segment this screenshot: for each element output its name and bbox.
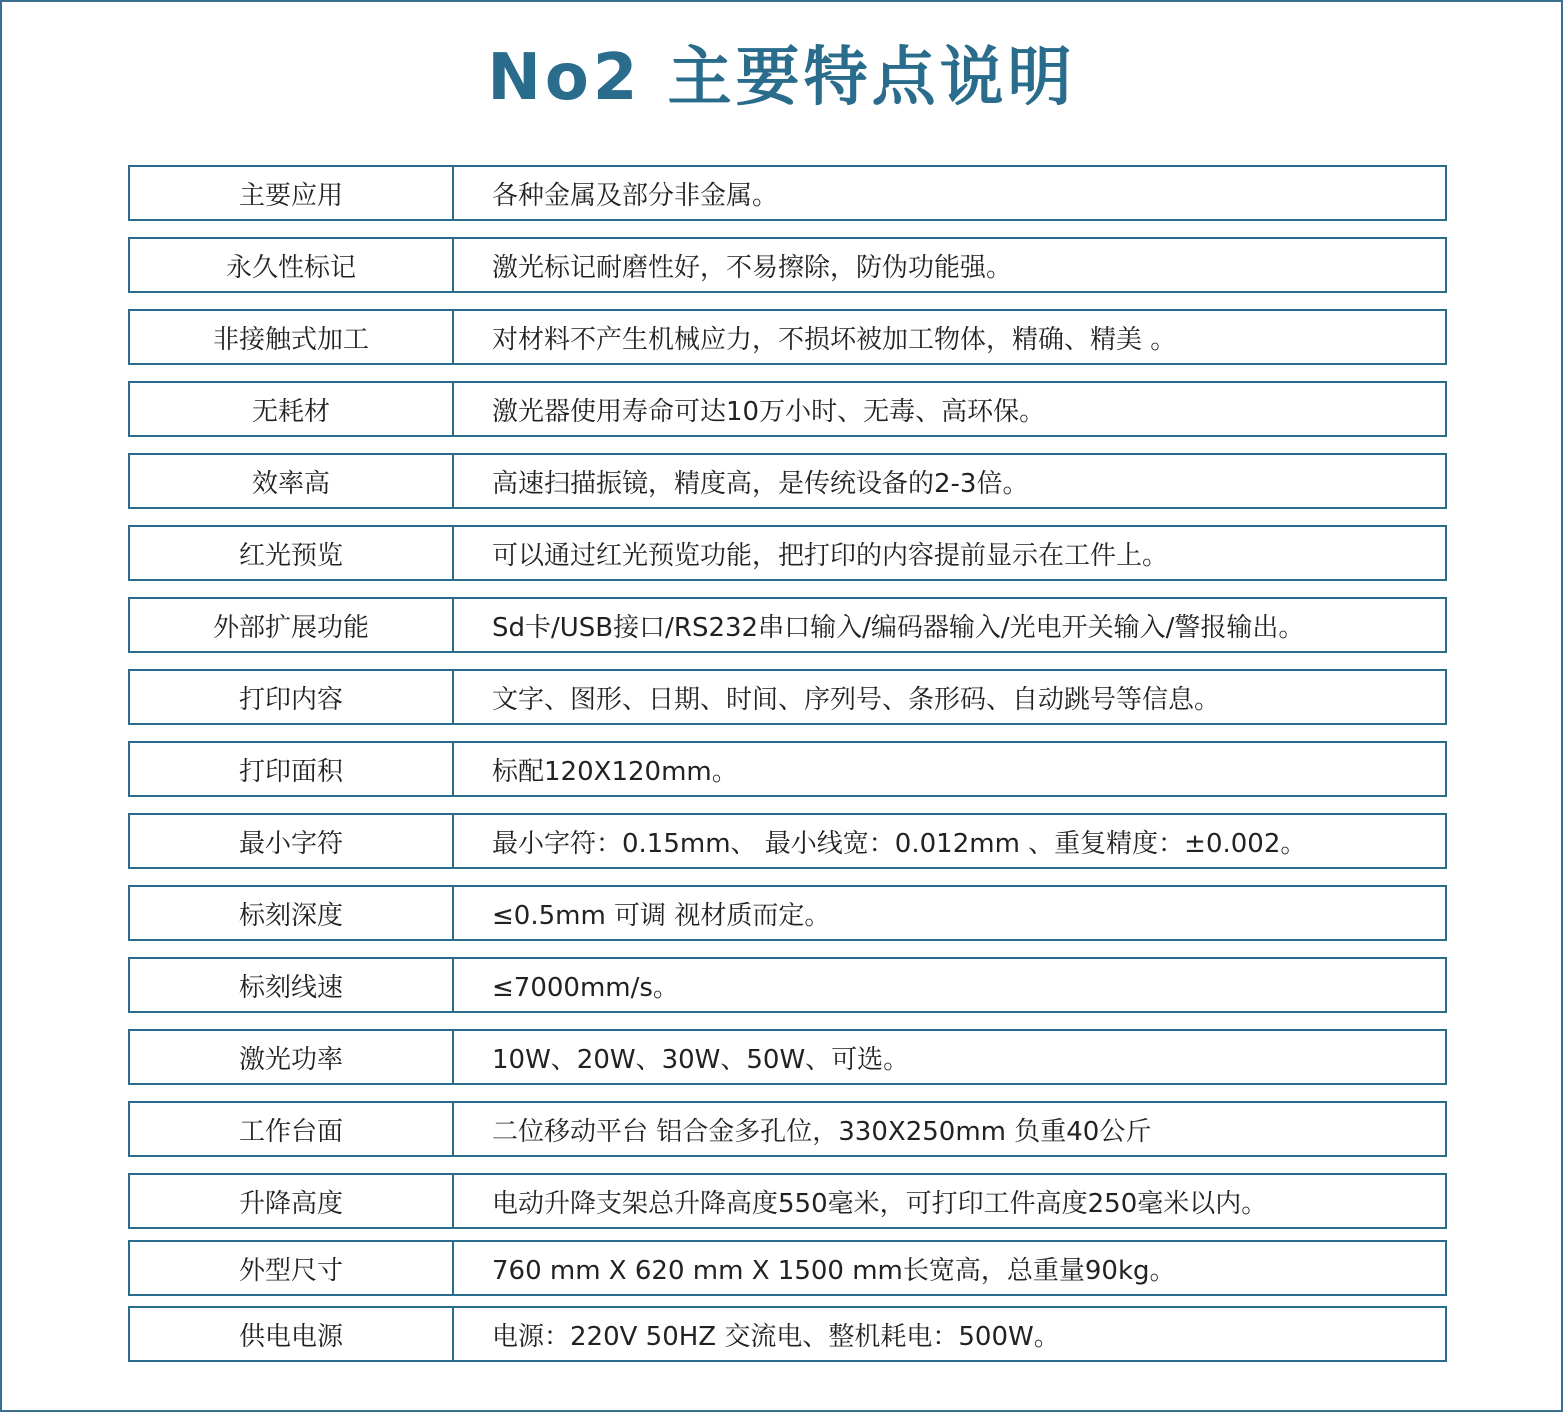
spec-value: ≤0.5mm 可调 视材质而定。 <box>492 900 831 931</box>
spec-row <box>128 525 1447 581</box>
spec-label: 外型尺寸 <box>130 1242 454 1294</box>
spec-row <box>128 1240 1447 1296</box>
page-title: No2 主要特点说明 <box>487 41 1076 115</box>
spec-label: 激光功率 <box>130 1031 454 1083</box>
spec-label: 标刻线速 <box>130 959 454 1011</box>
spec-label: 主要应用 <box>130 167 454 219</box>
spec-label: 升降高度 <box>130 1175 454 1227</box>
spec-row <box>128 1173 1447 1229</box>
spec-value: 电动升降支架总升降高度550毫米，可打印工件高度250毫米以内。 <box>492 1188 1268 1219</box>
spec-label: 非接触式加工 <box>130 311 454 363</box>
spec-value: 激光标记耐磨性好，不易擦除，防伪功能强。 <box>492 252 1013 283</box>
spec-value: 标配120X120mm。 <box>492 756 738 787</box>
spec-label: 永久性标记 <box>130 239 454 291</box>
spec-value: 对材料不产生机械应力，不损坏被加工物体，精确、精美 。 <box>492 324 1177 355</box>
spec-value: 文字、图形、日期、时间、序列号、条形码、自动跳号等信息。 <box>492 684 1221 715</box>
spec-label: 效率高 <box>130 455 454 507</box>
spec-label: 供电电源 <box>130 1308 454 1360</box>
spec-row <box>128 669 1447 725</box>
spec-value: 可以通过红光预览功能，把打印的内容提前显示在工件上。 <box>492 540 1169 571</box>
spec-row <box>128 957 1447 1013</box>
spec-row <box>128 165 1447 221</box>
spec-label: 工作台面 <box>130 1103 454 1155</box>
spec-value: 激光器使用寿命可达10万小时、无毒、高环保。 <box>492 396 1046 427</box>
spec-label: 最小字符 <box>130 815 454 867</box>
spec-value: 电源：220V 50HZ 交流电、整机耗电：500W。 <box>492 1321 1060 1352</box>
spec-value: ≤7000mm/s。 <box>492 972 679 1003</box>
spec-row <box>128 597 1447 653</box>
spec-value: 二位移动平台 铝合金多孔位，330X250mm 负重40公斤 <box>492 1116 1152 1147</box>
spec-value: 各种金属及部分非金属。 <box>492 180 779 211</box>
spec-label: 标刻深度 <box>130 887 454 939</box>
spec-value: Sd卡/USB接口/RS232串口输入/编码器输入/光电开关输入/警报输出。 <box>492 612 1305 643</box>
spec-value: 高速扫描振镜，精度高，是传统设备的2-3倍。 <box>492 468 1029 499</box>
spec-row <box>128 813 1447 869</box>
spec-row <box>128 237 1447 293</box>
spec-row <box>128 381 1447 437</box>
spec-value: 最小字符：0.15mm、 最小线宽：0.012mm 、重复精度：±0.002。 <box>492 828 1307 859</box>
spec-row <box>128 453 1447 509</box>
spec-value: 10W、20W、30W、50W、可选。 <box>492 1044 910 1075</box>
spec-label: 无耗材 <box>130 383 454 435</box>
spec-row <box>128 741 1447 797</box>
spec-label: 红光预览 <box>130 527 454 579</box>
spec-row <box>128 1306 1447 1362</box>
spec-row <box>128 1029 1447 1085</box>
spec-value: 760 mm X 620 mm X 1500 mm长宽高，总重量90kg。 <box>492 1255 1176 1286</box>
spec-row <box>128 885 1447 941</box>
spec-label: 打印内容 <box>130 671 454 723</box>
spec-label: 外部扩展功能 <box>130 599 454 651</box>
spec-row <box>128 309 1447 365</box>
spec-label: 打印面积 <box>130 743 454 795</box>
spec-row <box>128 1101 1447 1157</box>
